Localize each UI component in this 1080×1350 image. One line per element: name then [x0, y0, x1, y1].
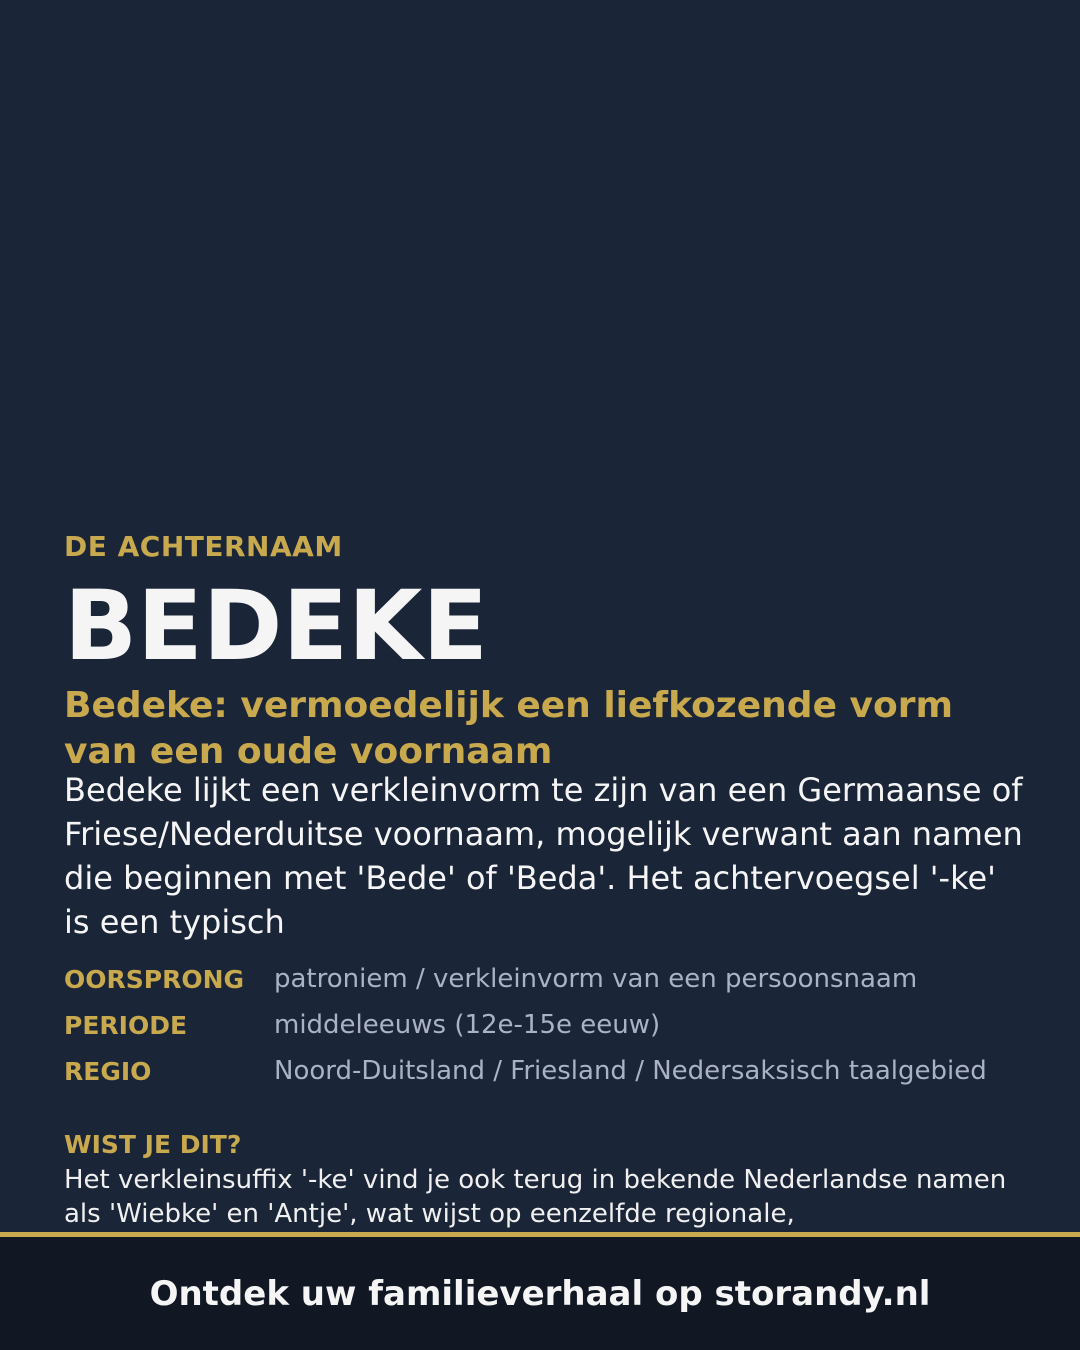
intro-paragraph: Bedeke lijkt een verkleinvorm te zijn van een Germaanse of Friese/Nederduitse voornaam, mogelijk verwant aan namen die beginnen met 'Bede' of 'Beda'. Het achtervoegsel '-ke' is een typisch	[64, 771, 1023, 941]
footer-cta[interactable]: Ontdek uw familieverhaal op storandy.nl	[149, 1273, 931, 1314]
fact-value: middeleeuws (12e-15e eeuw)	[274, 1010, 661, 1040]
fact-row-region	[64, 1056, 1024, 1088]
did-you-know-label: WIST JE DIT?	[64, 1130, 242, 1159]
surname-subtitle: Bedeke: vermoedelijk een liefkozende vorm van een oude voornaam	[64, 685, 953, 772]
fact-value: Noord-Duitsland / Friesland / Nedersaksisch taalgebied	[274, 1056, 987, 1086]
surname-title: BEDEKE	[64, 570, 488, 682]
eyebrow-label: DE ACHTERNAAM	[64, 530, 343, 563]
fact-label: REGIO	[64, 1057, 152, 1086]
fact-value: patroniem / verkleinvorm van een persoonsnaam	[274, 964, 918, 994]
fact-row-origin	[64, 964, 1024, 996]
facts-list	[64, 964, 1024, 1102]
footer-banner	[0, 1232, 1080, 1350]
fact-row-period	[64, 1010, 1024, 1042]
fact-label: PERIODE	[64, 1011, 188, 1040]
did-you-know-text: Het verkleinsuffix '-ke' vind je ook terug in bekende Nederlandse namen als 'Wiebke' en 'Antje', wat wijst op eenzelfde regionale,	[64, 1165, 1007, 1229]
fact-label: OORSPRONG	[64, 965, 245, 994]
